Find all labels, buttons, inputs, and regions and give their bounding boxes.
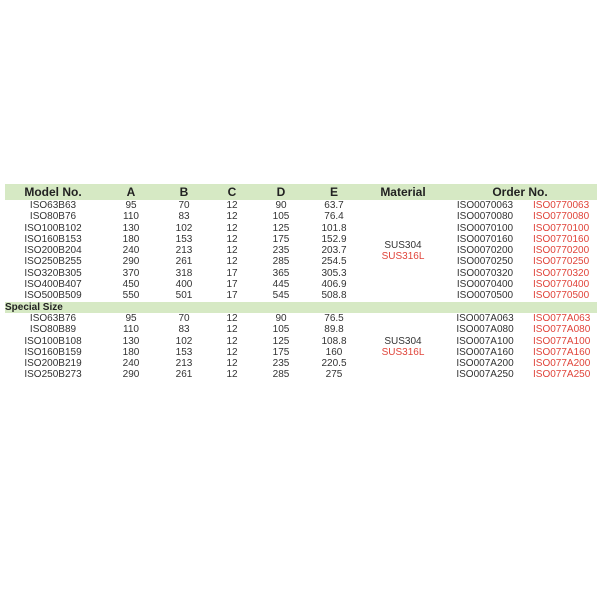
order-code-sus304: ISO007A100 [456, 335, 514, 347]
d-cell: 365 [272, 267, 290, 279]
b-cell: 261 [175, 256, 193, 268]
c-cell: 17 [226, 279, 238, 291]
order-code-sus304: ISO0070100 [456, 222, 514, 234]
table-row [5, 290, 597, 301]
c-cell: 12 [226, 211, 238, 223]
b-cell: 70 [178, 200, 190, 211]
table-row [5, 358, 597, 369]
c-cell: 12 [226, 256, 238, 268]
c-cell: 12 [226, 200, 238, 211]
order-code-sus304: ISO0070320 [456, 267, 514, 279]
order-code-sus316l: ISO0770320 [533, 267, 590, 279]
material-sus304: SUS304 [384, 335, 422, 347]
table-row [5, 336, 597, 347]
c-cell: 17 [226, 267, 238, 279]
model-cell: ISO200B204 [24, 245, 82, 257]
header-row [5, 184, 597, 200]
b-cell: 153 [175, 346, 193, 358]
col-model-header: Model No. [5, 184, 101, 200]
col-material-header: Material [363, 184, 443, 200]
d-cell: 175 [272, 346, 290, 358]
e-cell: 108.8 [321, 335, 347, 347]
b-cell: 261 [175, 369, 193, 381]
order-code-sus304: ISO0070063 [456, 200, 514, 211]
order-code-sus316l: ISO0770100 [533, 222, 590, 234]
d-cell: 105 [272, 211, 290, 223]
order-code-sus304: ISO007A063 [456, 312, 514, 324]
a-cell: 240 [122, 245, 140, 257]
a-cell: 180 [122, 346, 140, 358]
d-cell: 125 [272, 335, 290, 347]
b-cell: 400 [175, 279, 193, 291]
order-code-sus304: ISO0070080 [456, 211, 514, 223]
e-cell: 101.8 [321, 222, 347, 234]
model-cell: ISO63B63 [29, 200, 77, 211]
col-d-header: D [257, 184, 305, 200]
table-row [5, 223, 597, 234]
order-code-sus316l: ISO077A100 [533, 335, 591, 347]
table-row [5, 268, 597, 279]
c-cell: 12 [226, 312, 238, 324]
order-code-sus304: ISO007A160 [456, 346, 514, 358]
model-cell: ISO100B102 [24, 222, 82, 234]
standard-section [5, 200, 597, 302]
c-cell: 12 [226, 369, 238, 381]
model-cell: ISO80B76 [29, 211, 77, 223]
table-row [5, 211, 597, 222]
c-cell: 17 [226, 290, 238, 302]
a-cell: 110 [123, 324, 139, 336]
model-cell: ISO400B407 [24, 279, 82, 291]
e-cell: 89.8 [324, 324, 344, 336]
c-cell: 12 [226, 245, 238, 257]
e-cell: 508.8 [321, 290, 347, 302]
model-cell: ISO100B108 [24, 335, 82, 347]
col-c-header: C [207, 184, 257, 200]
order-code-sus316l: ISO077A250 [533, 369, 591, 381]
model-cell: ISO63B76 [29, 312, 77, 324]
a-cell: 290 [122, 369, 140, 381]
special-section-header [5, 302, 597, 313]
e-cell: 254.5 [321, 256, 347, 268]
b-cell: 318 [175, 267, 193, 279]
b-cell: 213 [175, 358, 193, 370]
order-code-sus304: ISO0070400 [456, 279, 514, 291]
a-cell: 370 [122, 267, 140, 279]
b-cell: 83 [178, 324, 190, 336]
table-row [5, 369, 597, 380]
c-cell: 12 [226, 233, 238, 245]
order-code-sus316l: ISO0770400 [533, 279, 590, 291]
material-sus304: SUS304 [384, 239, 422, 251]
order-code-sus304: ISO007A200 [456, 358, 514, 370]
order-code-sus304: ISO0070200 [456, 245, 514, 257]
material-cell [363, 200, 443, 302]
a-cell: 110 [123, 211, 139, 223]
spec-table [5, 184, 597, 381]
table-row [5, 324, 597, 335]
material-sus316l: SUS316L [381, 346, 425, 358]
model-cell: ISO200B219 [24, 358, 82, 370]
material-sus316l: SUS316L [381, 250, 425, 262]
c-cell: 12 [226, 335, 238, 347]
col-b-header: B [161, 184, 207, 200]
b-cell: 102 [175, 335, 193, 347]
b-cell: 102 [175, 222, 193, 234]
special-section [5, 313, 597, 381]
table-row [5, 279, 597, 290]
d-cell: 545 [272, 290, 290, 302]
table-row [5, 256, 597, 267]
e-cell: 275 [325, 369, 343, 381]
model-cell: ISO320B305 [24, 267, 82, 279]
b-cell: 153 [175, 233, 193, 245]
order-code-sus316l: ISO0770200 [533, 245, 590, 257]
c-cell: 12 [226, 346, 238, 358]
e-cell: 76.5 [324, 312, 344, 324]
order-code-sus304: ISO0070160 [456, 233, 514, 245]
a-cell: 240 [122, 358, 140, 370]
d-cell: 235 [272, 358, 290, 370]
order-code-sus316l: ISO077A160 [533, 346, 591, 358]
d-cell: 125 [272, 222, 290, 234]
d-cell: 235 [272, 245, 290, 257]
a-cell: 95 [125, 200, 137, 211]
a-cell: 550 [122, 290, 140, 302]
model-cell: ISO250B273 [24, 369, 82, 381]
model-cell: ISO80B89 [29, 324, 77, 336]
b-cell: 213 [175, 245, 193, 257]
order-code-sus316l: ISO077A080 [533, 324, 591, 336]
a-cell: 180 [122, 233, 140, 245]
e-cell: 220.5 [321, 358, 347, 370]
b-cell: 70 [178, 312, 190, 324]
d-cell: 90 [275, 312, 287, 324]
order-code-sus304: ISO007A080 [456, 324, 514, 336]
order-code-sus316l: ISO0770160 [533, 233, 590, 245]
b-cell: 83 [178, 211, 190, 223]
material-cell [363, 313, 443, 381]
model-cell: ISO160B159 [24, 346, 82, 358]
b-cell: 501 [175, 290, 193, 302]
table-row [5, 200, 597, 211]
d-cell: 285 [272, 256, 290, 268]
d-cell: 90 [275, 200, 287, 211]
c-cell: 12 [226, 324, 238, 336]
e-cell: 305.3 [321, 267, 347, 279]
e-cell: 152.9 [321, 233, 347, 245]
d-cell: 175 [272, 233, 290, 245]
order-code-sus316l: ISO0770250 [533, 256, 590, 268]
special-size-title: Special Size [5, 302, 597, 313]
a-cell: 130 [122, 222, 140, 234]
d-cell: 105 [272, 324, 290, 336]
a-cell: 95 [125, 312, 137, 324]
d-cell: 285 [272, 369, 290, 381]
order-code-sus316l: ISO077A063 [533, 312, 591, 324]
e-cell: 203.7 [321, 245, 347, 257]
a-cell: 130 [122, 335, 140, 347]
col-order-header: Order No. [443, 184, 597, 200]
model-cell: ISO500B509 [24, 290, 82, 302]
e-cell: 160 [325, 346, 343, 358]
col-e-header: E [305, 184, 363, 200]
c-cell: 12 [226, 358, 238, 370]
table-row [5, 245, 597, 256]
order-code-sus316l: ISO0770500 [533, 290, 590, 302]
order-code-sus304: ISO0070250 [456, 256, 514, 268]
table-row [5, 313, 597, 324]
table-row [5, 234, 597, 245]
order-code-sus304: ISO007A250 [456, 369, 514, 381]
order-code-sus304: ISO0070500 [456, 290, 514, 302]
c-cell: 12 [226, 222, 238, 234]
model-cell: ISO250B255 [24, 256, 82, 268]
e-cell: 76.4 [324, 211, 344, 223]
order-code-sus316l: ISO0770063 [533, 200, 590, 211]
order-code-sus316l: ISO077A200 [533, 358, 591, 370]
model-cell: ISO160B153 [24, 233, 82, 245]
d-cell: 445 [272, 279, 290, 291]
order-code-sus316l: ISO0770080 [533, 211, 590, 223]
table-row [5, 347, 597, 358]
col-a-header: A [101, 184, 161, 200]
a-cell: 290 [122, 256, 140, 268]
e-cell: 406.9 [321, 279, 347, 291]
e-cell: 63.7 [324, 200, 344, 211]
a-cell: 450 [122, 279, 140, 291]
